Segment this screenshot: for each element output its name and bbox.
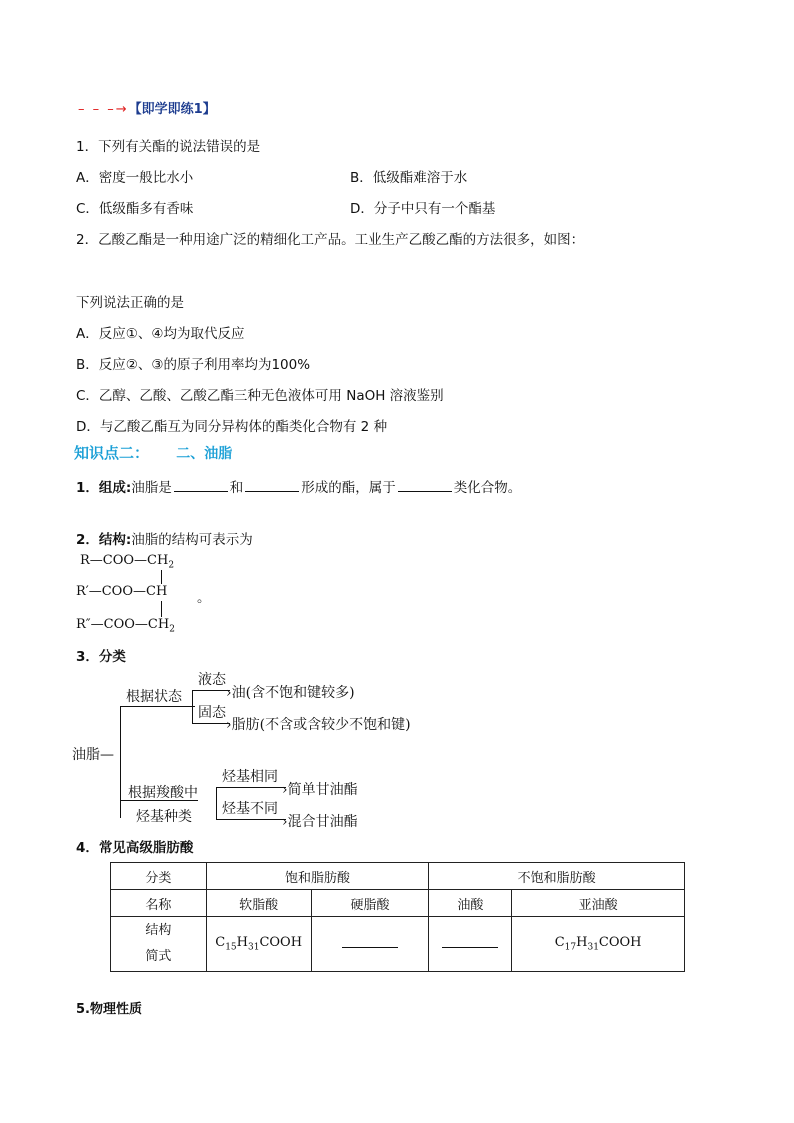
header-category: 分类 [111,863,207,890]
formula-row-1: $R—COO—CH_2$ [80,553,175,571]
composition-text-3: 形成的酯，属于 [301,480,396,496]
table-row [111,890,685,917]
class-diff: 烃基不同 [222,801,278,817]
solid-arrow [192,723,230,724]
physical-label: 5.物理性质 [76,1002,142,1017]
fatty-acids-table [110,862,685,972]
composition-label: 1．组成: [76,480,132,496]
section-title: 知识点二： [74,444,150,462]
structure-period: 。 [197,590,211,606]
q1-option-c: C．低级酯多有香味 [76,201,194,217]
q1-stem: 1．下列有关酯的说法错误的是 [76,139,261,155]
practice-header [78,98,216,117]
section-heading [74,442,232,463]
formula-palmitic: $C_{15}H_{31}COOH$ [206,917,311,972]
class-same: 烃基相同 [222,769,278,785]
q1-option-a: A．密度一般比水小 [76,170,194,186]
header-unsaturated: 不饱和脂肪酸 [429,863,685,890]
name-stearic: 硬脂酸 [311,890,429,917]
composition-line [76,476,521,496]
same-arrow [216,787,286,788]
header-saturated: 饱和脂肪酸 [206,863,429,890]
name-palmitic: 软脂酸 [206,890,311,917]
q1-option-d: D．分子中只有一个酯基 [350,201,496,217]
names-label: 名称 [111,890,207,917]
composition-text-1: 油脂是 [131,480,172,496]
composition-blank-2[interactable] [245,477,299,492]
q1-option-b: B．低级酯难溶于水 [350,170,468,186]
dashed-arrow: – – –→ [78,102,129,117]
class-mixed: ›混合甘油酯 [282,814,358,830]
class-fat: ›脂肪(不含或含较少不饱和键) [226,717,411,733]
formula-row-2: R′—COO—CH [76,584,168,599]
practice-label: 【即学即练1】 [128,102,216,117]
q2-stem: 2．乙酸乙酯是一种用途广泛的精细化工产品。工业生产乙酸乙酯的方法很多，如图： [76,232,585,248]
diff-arrow [216,819,286,820]
table-row [111,917,685,972]
class-liquid: 液态 [198,672,226,688]
composition-text-4: 类化合物。 [453,480,522,496]
formula-oleic-blank[interactable] [429,917,512,972]
formula-row-3: $R''—COO—CH_2$ [76,617,175,635]
name-linoleic: 亚油酸 [512,890,685,917]
class-by-state: 根据状态 [126,689,182,705]
formula-bond-lower [161,601,162,617]
structure-line [76,528,253,548]
class-bracket [120,706,121,818]
class-simple: ›简单甘油酯 [282,782,358,798]
composition-blank-3[interactable] [398,477,452,492]
class-solid: 固态 [198,705,226,721]
fatty-acids-label: 4．常见高级脂肪酸 [76,840,194,856]
liquid-arrow [192,690,230,691]
classification-diagram [70,666,470,836]
table-row [111,863,685,890]
q2-option-c: C．乙醇、乙酸、乙酸乙酯三种无色液体可用 NaOH 溶液鉴别 [76,388,444,404]
class-by-acid-1: 根据羧酸中 [128,785,198,801]
q2-prompt: 下列说法正确的是 [76,295,184,311]
q2-option-b: B．反应②、③的原子利用率均为100% [76,357,311,373]
class-oil: ›油(含不饱和键较多) [226,685,355,701]
structure-text: 油脂的结构可表示为 [131,532,253,548]
section-subtitle: 二、油脂 [176,446,233,462]
composition-blank-1[interactable] [174,477,228,492]
formula-stearic-blank[interactable] [311,917,429,972]
acid-branch-line [216,787,217,820]
formula-label: 结构 简式 [111,917,207,972]
structure-label: 2．结构: [76,532,132,548]
class-root: 油脂— [72,747,114,763]
composition-text-2: 和 [229,480,244,496]
class-bracket-top [120,706,195,707]
q2-option-a: A．反应①、④均为取代反应 [76,326,245,342]
state-branch-line [192,690,193,724]
classification-label: 3．分类 [76,649,126,665]
q2-option-d: D．与乙酸乙酯互为同分异构体的酯类化合物有 2 种 [76,419,388,435]
class-by-acid-2: 烃基种类 [136,809,192,825]
name-oleic: 油酸 [429,890,512,917]
structure-formula [76,550,216,640]
formula-bond-upper [161,570,162,584]
formula-linoleic: $C_{17}H_{31}COOH$ [512,917,685,972]
